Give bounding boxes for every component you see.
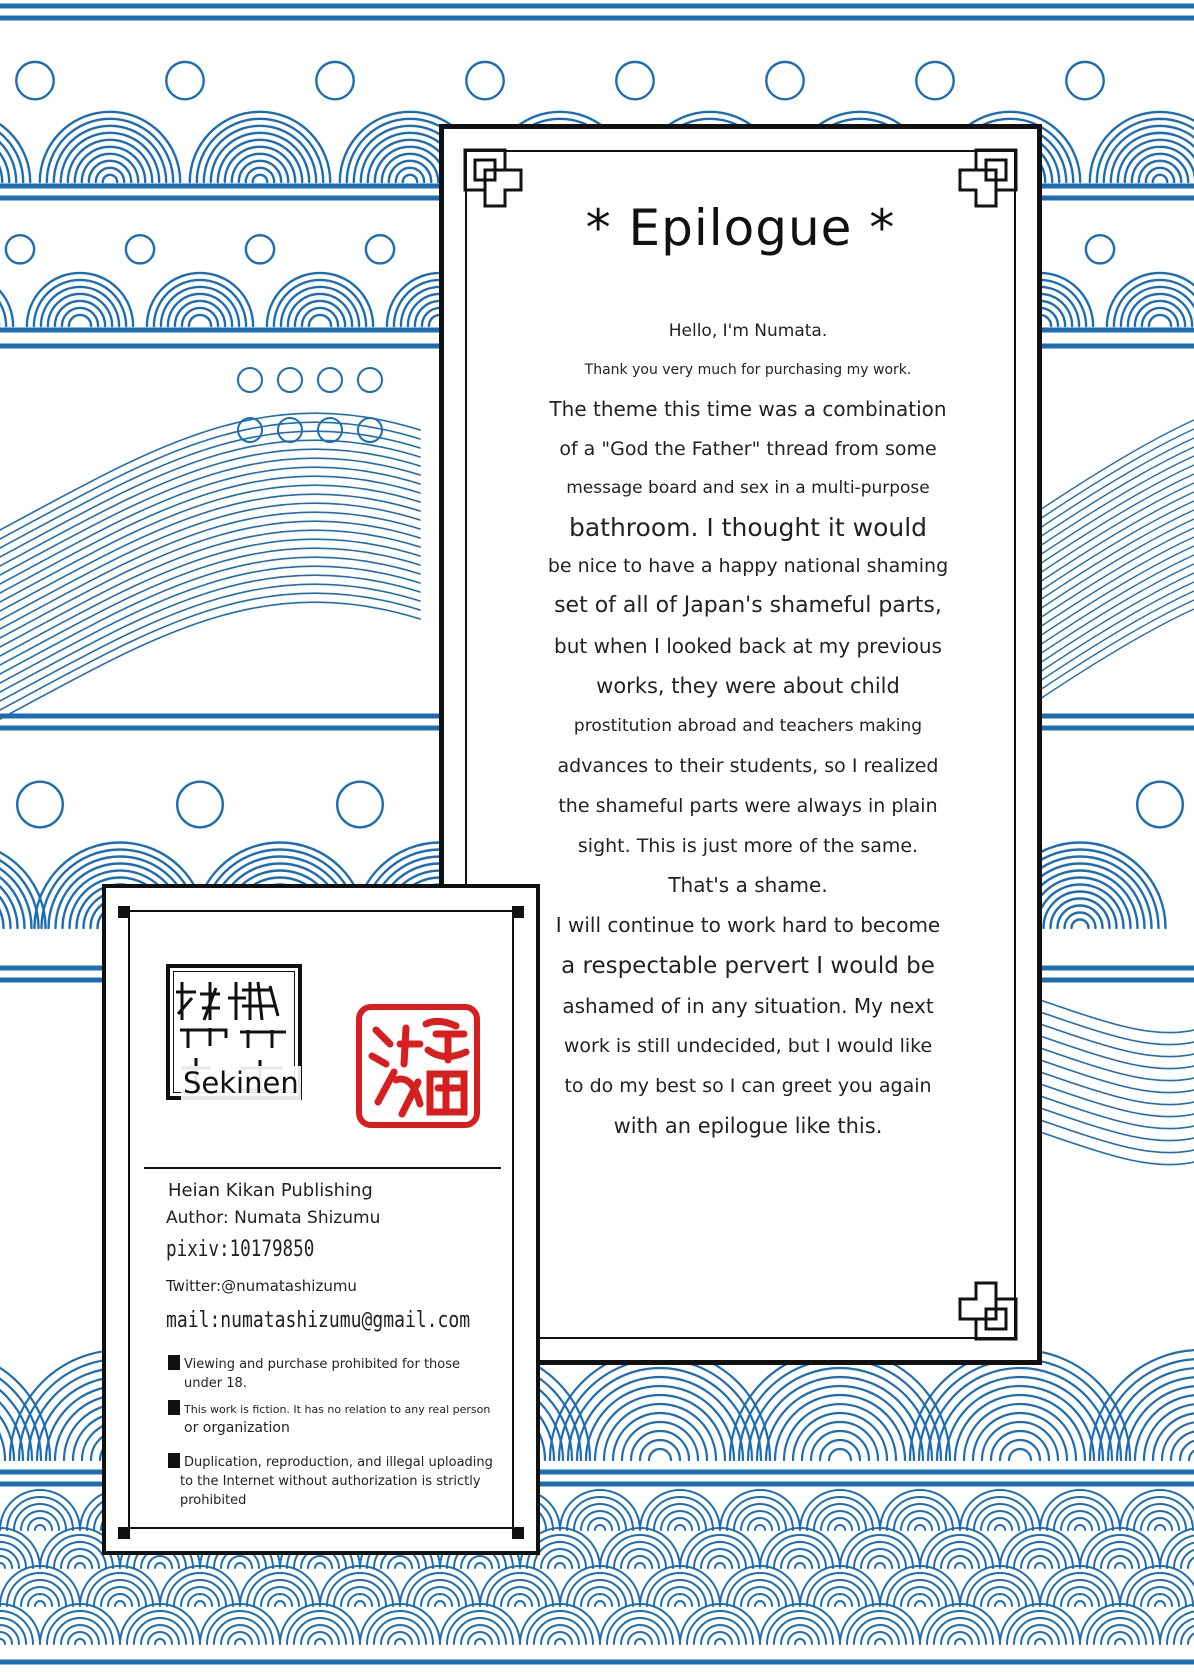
corner-square-icon: [118, 1527, 130, 1539]
author-info-card: [102, 884, 540, 1555]
epilogue-line: sight. This is just more of the same.: [577, 835, 919, 857]
epilogue-line: work is still undecided, but I would like: [563, 1035, 933, 1057]
notice-fiction: This work is fiction. It has no relation to any real person or organization: [168, 1400, 490, 1438]
epilogue-line: works, they were about child: [596, 674, 900, 698]
epilogue-line: advances to their students, so I realized: [557, 755, 939, 777]
epilogue-line: Thank you very much for purchasing my work.: [584, 362, 912, 378]
bullet-icon: [168, 1355, 180, 1370]
epilogue-line: message board and sex in a multi-purpose: [566, 478, 930, 498]
pixiv-id: pixiv:10179850: [166, 1237, 315, 1262]
twitter-handle: Twitter:@numatashizumu: [166, 1277, 357, 1295]
epilogue-line: set of all of Japan's shameful parts,: [554, 593, 942, 618]
notice-duplication: Duplication, reproduction, and illegal uploading to the Internet without authorization is strictly prohibited: [168, 1453, 493, 1510]
epilogue-line: a respectable pervert I would be: [561, 953, 935, 979]
sekinen-stamp-label: Sekinen: [183, 1066, 299, 1100]
notice-age: Viewing and purchase prohibited for those under 18.: [168, 1355, 460, 1393]
epilogue-line: of a "God the Father" thread from some: [559, 438, 937, 460]
bullet-icon: [168, 1400, 180, 1415]
epilogue-line: to do my best so I can greet you again: [564, 1075, 932, 1097]
sekinen-seal-stamp: [166, 964, 302, 1100]
epilogue-line: prostitution abroad and teachers making: [573, 716, 923, 736]
epilogue-line: with an epilogue like this.: [613, 1114, 883, 1138]
epilogue-line: ashamed of in any situation. My next: [562, 994, 934, 1018]
epilogue-line: The theme this time was a combination: [549, 397, 947, 421]
corner-square-icon: [118, 906, 130, 918]
bullet-icon: [168, 1453, 180, 1468]
epilogue-line: bathroom. I thought it would: [568, 513, 928, 542]
corner-square-icon: [512, 1527, 524, 1539]
epilogue-line: Hello, I'm Numata.: [668, 321, 828, 341]
epilogue-body: [516, 311, 980, 1146]
mail-address: mail:numatashizumu@gmail.com: [166, 1308, 471, 1333]
epilogue-title: * Epilogue *: [585, 199, 896, 257]
corner-square-icon: [512, 906, 524, 918]
epilogue-line: be nice to have a happy national shaming: [547, 555, 949, 577]
red-seal-stamp: [356, 1004, 480, 1128]
epilogue-line: I will continue to work hard to become: [555, 913, 941, 937]
card-divider: [144, 1167, 501, 1169]
publisher-name: Heian Kikan Publishing: [168, 1180, 373, 1201]
corner-knot-icon: [956, 1279, 1020, 1343]
epilogue-line: but when I looked back at my previous: [554, 634, 942, 658]
author-name: Author: Numata Shizumu: [166, 1208, 381, 1228]
epilogue-line: the shameful parts were always in plain: [558, 795, 938, 817]
epilogue-line: That's a shame.: [668, 873, 828, 897]
